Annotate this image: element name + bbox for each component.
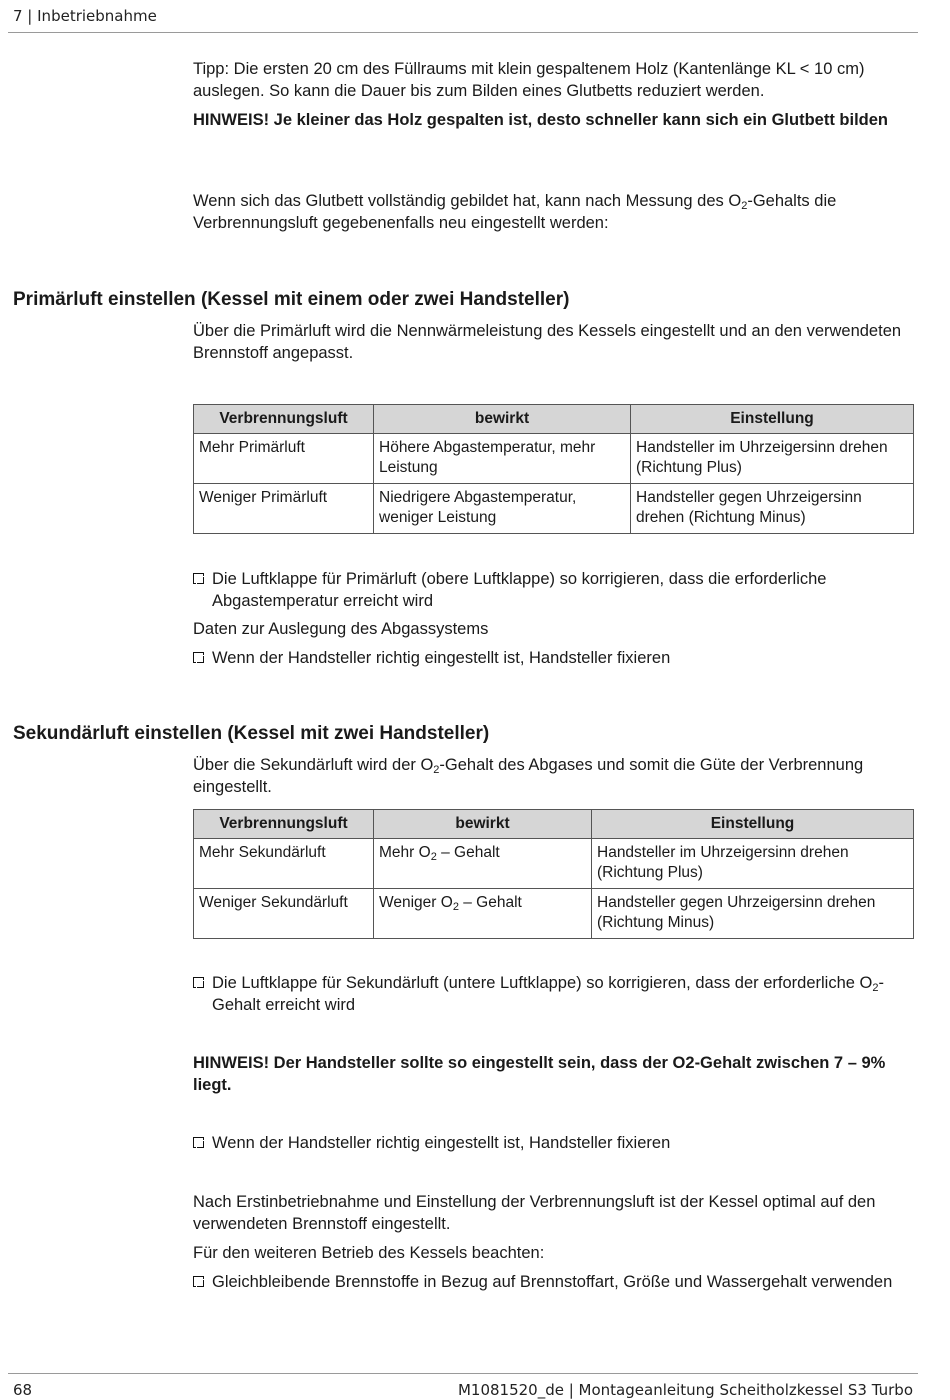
checkbox-icon: [193, 573, 204, 584]
column-header: Verbrennungsluft: [194, 810, 374, 839]
step-text: Die Luftklappe für Sekundärluft (untere Luftklappe) so korrigieren, dass der erforderliche $O_2$-Gehalt erreicht wird: [212, 974, 884, 1014]
column-header: bewirkt: [374, 405, 631, 434]
checkbox-icon: [193, 1137, 204, 1148]
footer-rule: [8, 1373, 918, 1374]
running-head: 7 | Inbetriebnahme: [13, 7, 157, 25]
step-item: [187, 647, 917, 669]
column-header: Einstellung: [592, 810, 914, 839]
table-cell: Mehr $O_2$ – Gehalt: [374, 839, 592, 889]
table-cell: Höhere Abgastemperatur, mehr Leistung: [374, 434, 631, 484]
step-text: Wenn der Handsteller richtig eingestellt ist, Handsteller fixieren: [212, 649, 671, 667]
table-cell: Mehr Primärluft: [194, 434, 374, 484]
table-cell: Handsteller gegen Uhrzeigersinn drehen (Richtung Minus): [631, 484, 914, 534]
table-row: [194, 484, 914, 534]
section-heading-sekundaerluft: Sekundärluft einstellen (Kessel mit zwei Handsteller): [13, 723, 490, 744]
table-cell: Weniger Sekundärluft: [194, 889, 374, 939]
step-text: Wenn der Handsteller richtig eingestellt ist, Handsteller fixieren: [212, 1134, 671, 1152]
column-header: bewirkt: [374, 810, 592, 839]
table-header-row: [194, 405, 914, 434]
step-text: Die Luftklappe für Primärluft (obere Luftklappe) so korrigieren, dass die erforderliche Abgastemperatur erreicht wird: [212, 570, 827, 610]
closing-paragraph: Nach Erstinbetriebnahme und Einstellung der Verbrennungsluft ist der Kessel optimal auf den verwendeten Brennstoff eingestellt.: [193, 1193, 876, 1233]
step-item: [187, 568, 917, 612]
column-header: Einstellung: [631, 405, 914, 434]
table-cell: Niedrigere Abgastemperatur, weniger Leistung: [374, 484, 631, 534]
table-header-row: [194, 810, 914, 839]
table-row: [194, 839, 914, 889]
hinweis-glutbett: HINWEIS! Je kleiner das Holz gespalten ist, desto schneller kann sich ein Glutbett bilden: [193, 111, 888, 129]
abgassystem-note: Daten zur Auslegung des Abgassystems: [193, 620, 489, 638]
table-row: [194, 889, 914, 939]
table-row: [194, 434, 914, 484]
sekundaerluft-table: [193, 809, 914, 939]
checkbox-icon: [193, 977, 204, 988]
primaerluft-description: Über die Primärluft wird die Nennwärmeleistung des Kessels eingestellt und an den verwendeten Brennstoff angepasst.: [193, 322, 902, 362]
tip-paragraph: Tipp: Die ersten 20 cm des Füllraums mit klein gespaltenem Holz (Kantenlänge KL < 10 cm) auslegen. So kann die Dauer bis zum Bilden eines Glutbetts reduziert werden.: [193, 60, 865, 100]
section-heading-primaerluft: Primärluft einstellen (Kessel mit einem oder zwei Handsteller): [13, 289, 570, 310]
sekundaerluft-description: Über die Sekundärluft wird der $O_2$-Gehalt des Abgases und somit die Güte der Verbrennung eingestellt.: [193, 756, 864, 796]
step-text: Gleichbleibende Brennstoffe in Bezug auf Brennstoffart, Größe und Wassergehalt verwenden: [212, 1273, 893, 1291]
closing-lead: Für den weiteren Betrieb des Kessels beachten:: [193, 1244, 545, 1262]
step-item: [187, 1271, 917, 1293]
checkbox-icon: [193, 652, 204, 663]
checkbox-icon: [193, 1276, 204, 1287]
table-cell: Weniger $O_2$ – Gehalt: [374, 889, 592, 939]
document-title: M1081520_de | Montageanleitung Scheitholzkessel S3 Turbo: [457, 1381, 913, 1399]
step-item: [187, 1132, 917, 1154]
page-number: 68: [13, 1381, 33, 1399]
header-rule: [8, 32, 918, 33]
hinweis-o2: HINWEIS! Der Handsteller sollte so eingestellt sein, dass der O2-Gehalt zwischen 7 – 9% liegt.: [193, 1054, 886, 1094]
column-header: Verbrennungsluft: [194, 405, 374, 434]
glutbett-paragraph: Wenn sich das Glutbett vollständig gebildet hat, kann nach Messung des $O_2$-Gehalts die Verbrennungsluft gegebenenfalls neu eingestellt werden:: [193, 192, 837, 232]
table-cell: Handsteller im Uhrzeigersinn drehen (Richtung Plus): [631, 434, 914, 484]
table-cell: Weniger Primärluft: [194, 484, 374, 534]
table-cell: Handsteller gegen Uhrzeigersinn drehen (Richtung Minus): [592, 889, 914, 939]
primaerluft-table: [193, 404, 914, 534]
table-cell: Mehr Sekundärluft: [194, 839, 374, 889]
table-cell: Handsteller im Uhrzeigersinn drehen (Richtung Plus): [592, 839, 914, 889]
step-item: [187, 972, 917, 1016]
